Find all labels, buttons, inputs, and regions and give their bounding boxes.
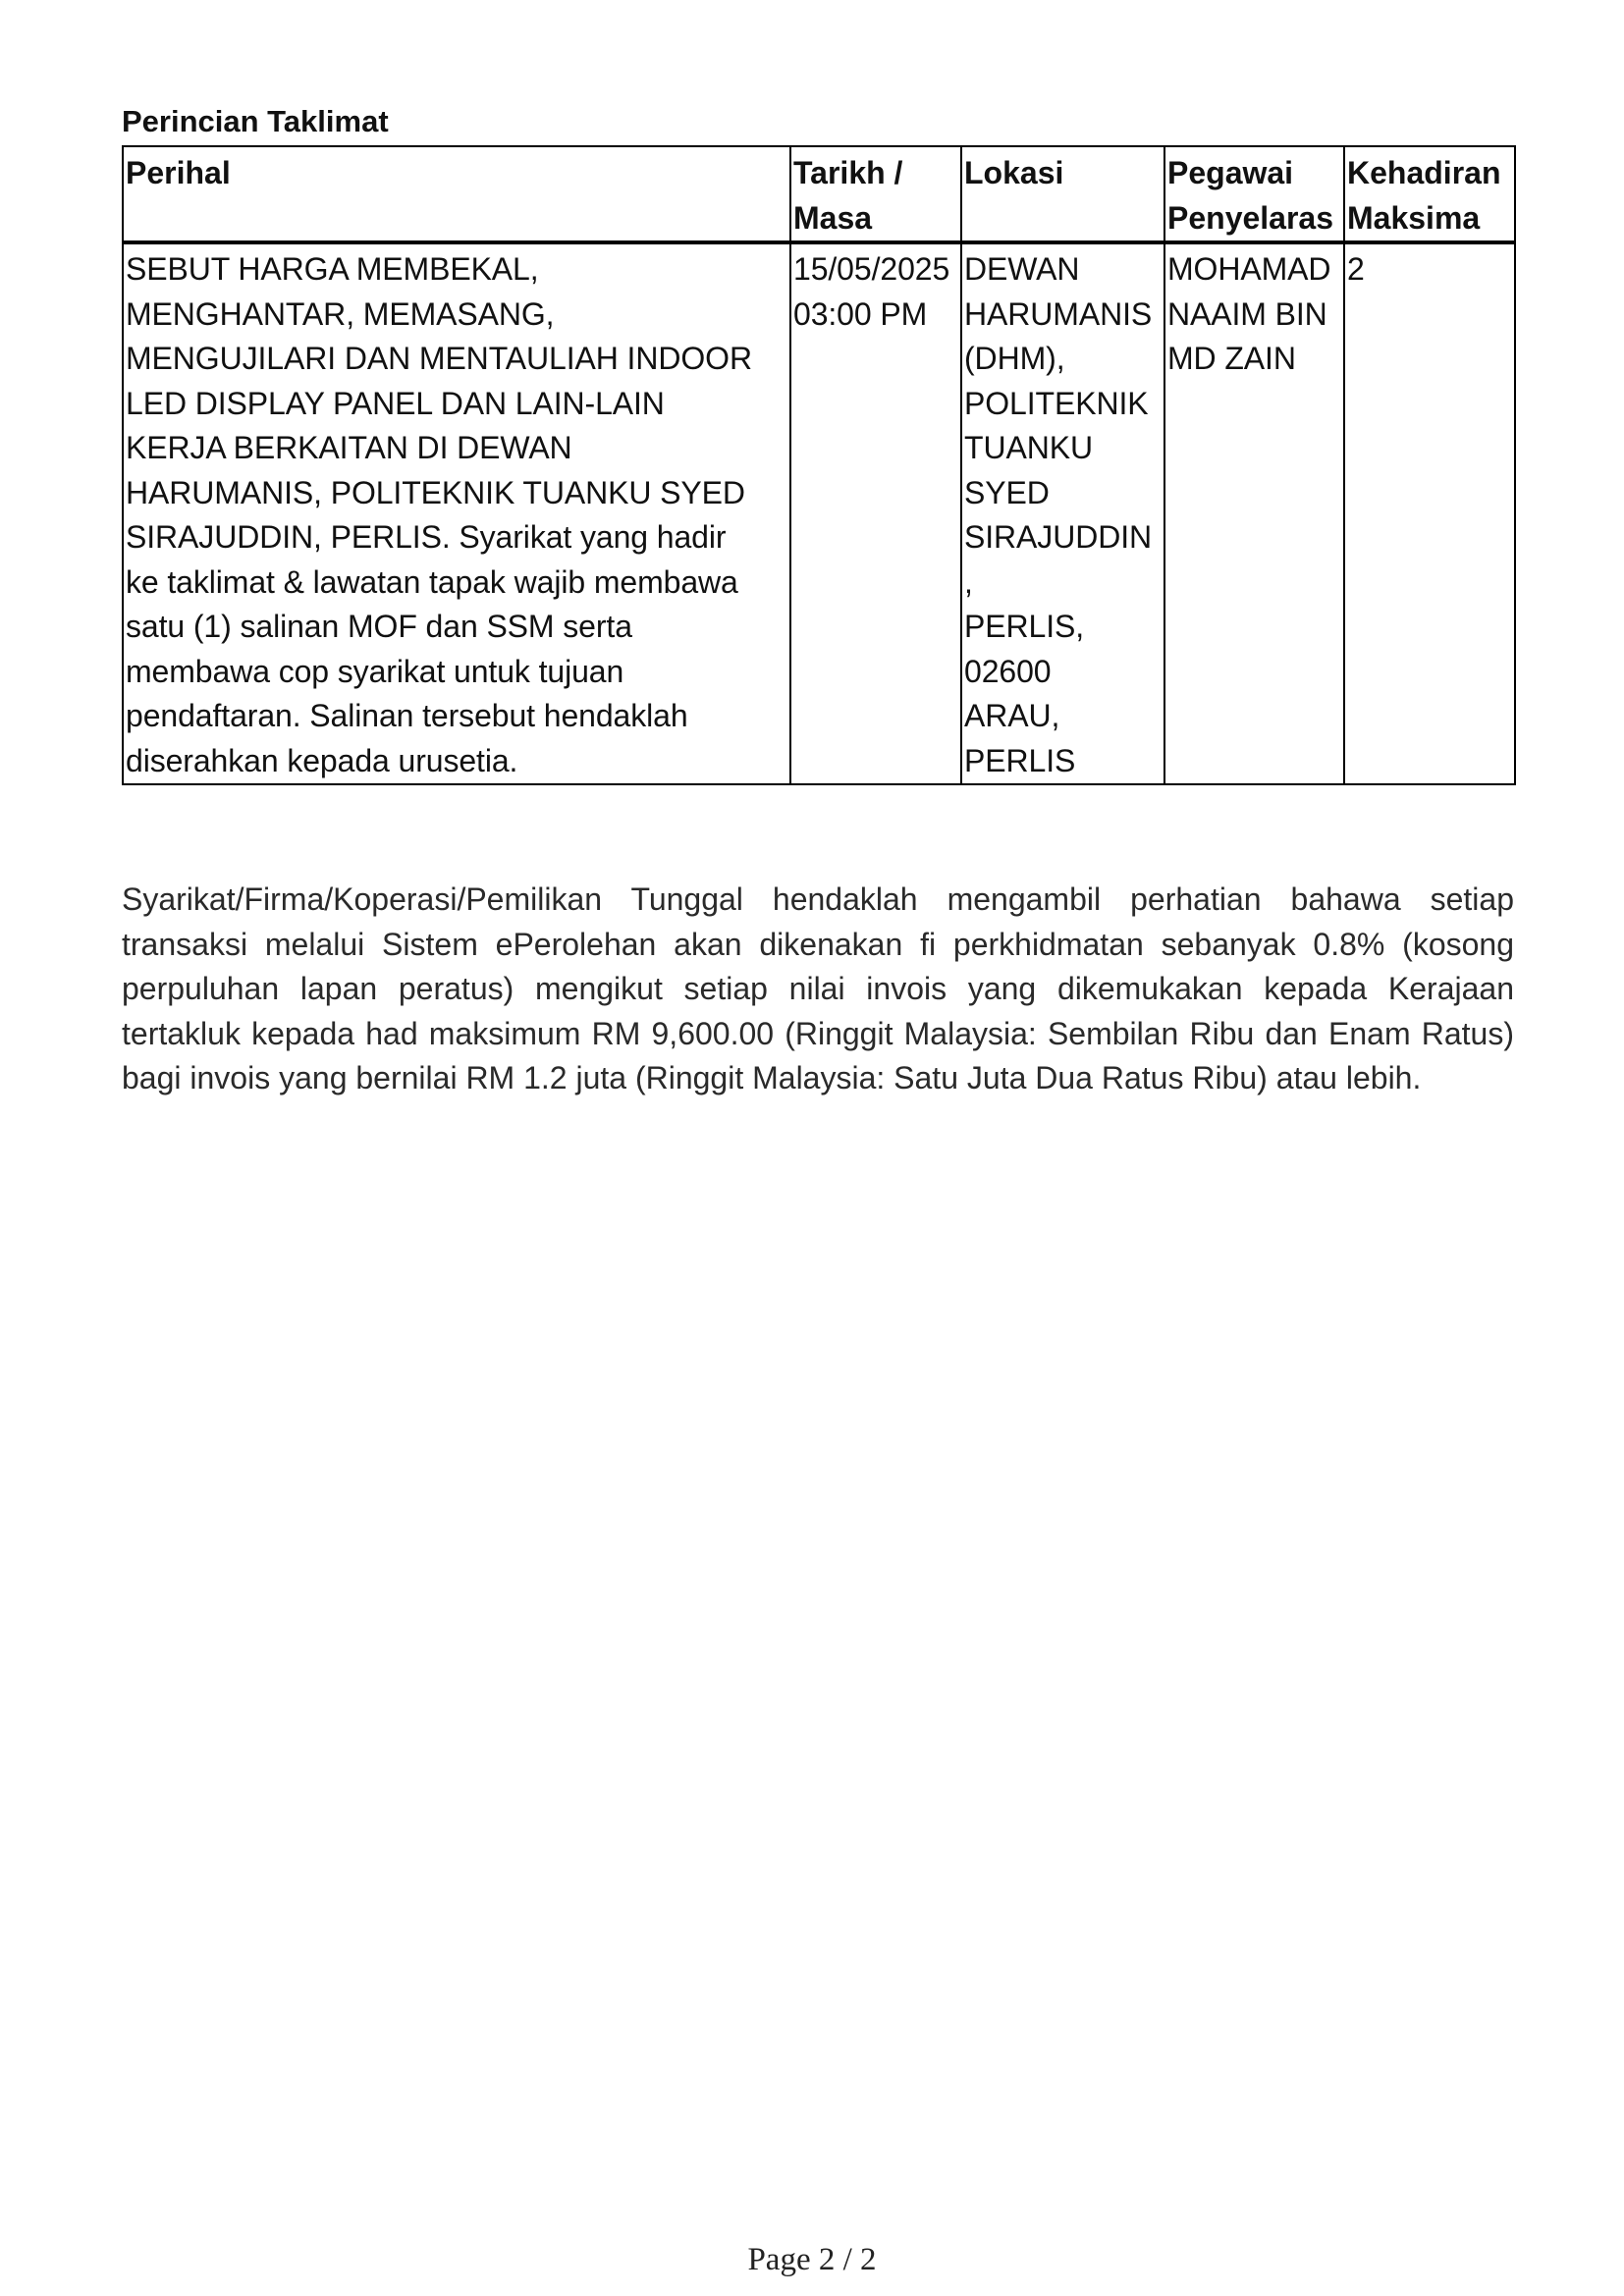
- cell-perihal: [123, 242, 790, 784]
- section-title: Perincian Taklimat: [122, 104, 389, 138]
- table-header: [123, 146, 1515, 242]
- page-number: Page 2 / 2: [747, 2242, 877, 2277]
- header-kehadiran-maksima: [1344, 146, 1515, 242]
- cell-kehadiran-maksima: [1344, 242, 1515, 784]
- cell-lokasi-text: DEWAN HARUMANIS (DHM), POLITEKNIK TUANKU SYED SIRAJUDDIN , PERLIS, 02600 ARAU, PERLIS: [964, 251, 1153, 778]
- header-lokasi: [961, 146, 1164, 242]
- cell-tarikh-masa-text: 15/05/2025 03:00 PM: [793, 251, 950, 332]
- cell-perihal-text: SEBUT HARGA MEMBEKAL, MENGHANTAR, MEMASANG, MENGUJILARI DAN MENTAULIAH INDOOR LED DISPLAY PANEL DAN LAIN-LAIN KERJA BERKAITAN DI DEWAN HARUMANIS, POLITEKNIK TUANKU SYED SIRAJUDDIN, PERLIS. Syarikat yang hadir ke taklimat & lawatan tapak wajib membawa satu (1) salinan MOF dan SSM serta membawa cop syarikat untuk tujuan pendaftaran. Salinan tersebut hendaklah diserahkan kepada urusetia.: [126, 251, 752, 778]
- header-perihal: [123, 146, 790, 242]
- header-pegawai-penyelaras: [1164, 146, 1344, 242]
- cell-tarikh-masa: [790, 242, 961, 784]
- cell-pegawai-penyelaras: [1164, 242, 1344, 784]
- cell-lokasi: [961, 242, 1164, 784]
- cell-kehadiran-maksima-text: 2: [1347, 251, 1365, 287]
- table-row: [123, 242, 1515, 784]
- header-tarikh-masa: [790, 146, 961, 242]
- header-lokasi-label: Lokasi: [964, 155, 1064, 190]
- briefing-table: [122, 145, 1516, 785]
- cell-pegawai-penyelaras-text: MOHAMAD NAAIM BIN MD ZAIN: [1167, 251, 1331, 376]
- service-fee-notice: Syarikat/Firma/Koperasi/Pemilikan Tunggal hendaklah mengambil perhatian bahawa setiap transaksi melalui Sistem ePerolehan akan dikenakan fi perkhidmatan sebanyak 0.8% (kosong perpuluhan lapan peratus) mengikut setiap nilai invois yang dikemukakan kepada Kerajaan tertakluk kepada had maksimum RM 9,600.00 (Ringgit Malaysia: Sembilan Ribu dan Enam Ratus) bagi invois yang bernilai RM 1.2 juta (Ringgit Malaysia: Satu Juta Dua Ratus Ribu) atau lebih.: [122, 881, 1514, 1096]
- header-row: [123, 146, 1515, 242]
- table-body: [123, 242, 1515, 784]
- header-kehadiran-maksima-label: Kehadiran Maksima: [1347, 155, 1501, 236]
- header-perihal-label: Perihal: [126, 155, 231, 190]
- header-pegawai-penyelaras-label: Pegawai Penyelaras: [1167, 155, 1334, 236]
- header-tarikh-masa-label: Tarikh / Masa: [793, 155, 903, 236]
